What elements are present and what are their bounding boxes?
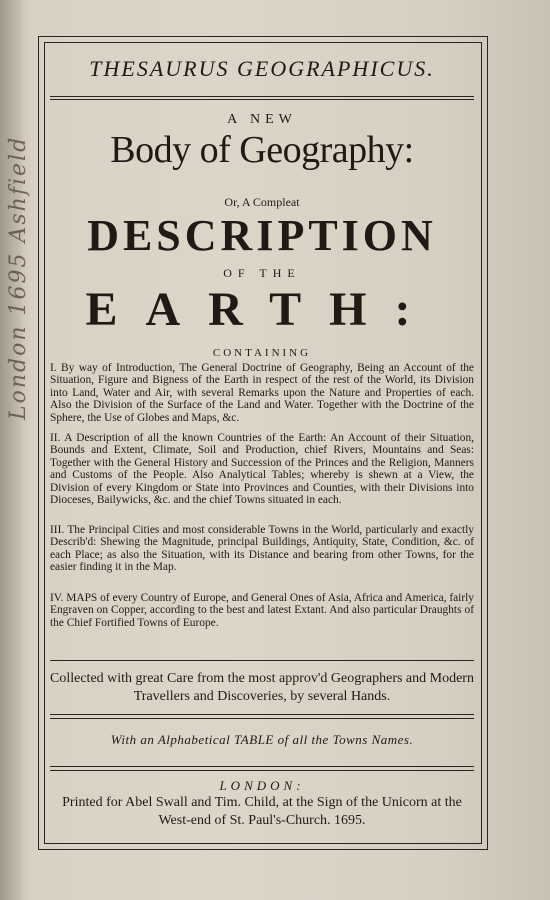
imprint-place: LONDON:	[219, 778, 305, 793]
imprint-printer: Printed for Abel Swall and Tim. Child, at the Sign of the Unicorn at the West-end of St. Paul's-Church. 1695.	[62, 795, 462, 828]
divider-rule	[50, 99, 474, 100]
divider-rule	[50, 660, 474, 661]
subtitle-of-the: OF THE	[223, 266, 301, 280]
title-description: DESCRIPTION	[87, 211, 437, 260]
section-iii: III. The Principal Cities and most considerable Towns in the World, particularly and exactly Describ'd: Shewing the Magnitude, principal Buildings, Antiquity, State, Condition, &c. of each Place; as also the Situation, with its Distance and bearing from other Towns, for the easier finding it in the Map.	[50, 524, 474, 574]
title-thesaurus: THESAURUS GEOGRAPHICUS.	[89, 56, 435, 81]
divider-rule	[50, 714, 474, 715]
section-i: I. By way of Introduction, The General Doctrine of Geography, Being an Account of the Situation, Figure and Bigness of the Earth in respect of the rest of the World, its Division into Land, Water and Air, with several Remarks upon the Nature and Properties of each. Also the Division of the Surface of the Land and Water. Together with the Doctrine of the Sphere, the Use of Globes and Maps, &c.	[50, 362, 474, 424]
divider-rule	[50, 96, 474, 97]
divider-rule	[50, 718, 474, 719]
section-iv: IV. MAPS of every Country of Europe, and General Ones of Asia, Africa and America, fairly Engraven on Copper, according to the best and latest Extant. And also particular Draughts of the Chief Fortified Towns of Europe.	[50, 592, 474, 629]
subtitle-or: Or, A Compleat	[224, 195, 300, 209]
title-body-of-geography: Body of Geography:	[110, 129, 414, 171]
table-note: With an Alphabetical TABLE of all the Towns Names.	[110, 732, 414, 747]
collected-note: Collected with great Care from the most approv'd Geographers and Modern Travellers and Discoveries, by several Hands.	[50, 671, 474, 704]
label-containing: CONTAINING	[212, 347, 312, 359]
section-ii: II. A Description of all the known Countries of the Earth: An Account of their Situation, Bounds and Extent, Climate, Soil and Production, chief Rivers, Mountains and Seas: Together with the General History and Succession of the Princes and the Religion, Manners and Customs of the People. Also Analytical Tables; whereby is shewn at a View, the Division of every Kingdom or State into Provinces and Counties, with their Divisions into Dioceses, Bailywicks, &c. and the chief Towns situated in each.	[50, 432, 474, 507]
divider-rule	[50, 766, 474, 767]
divider-rule	[50, 770, 474, 771]
title-earth: EARTH:	[85, 283, 439, 336]
handwritten-signature: London 1695 Ashfield	[6, 135, 31, 420]
subtitle-a-new: A NEW	[227, 112, 297, 127]
